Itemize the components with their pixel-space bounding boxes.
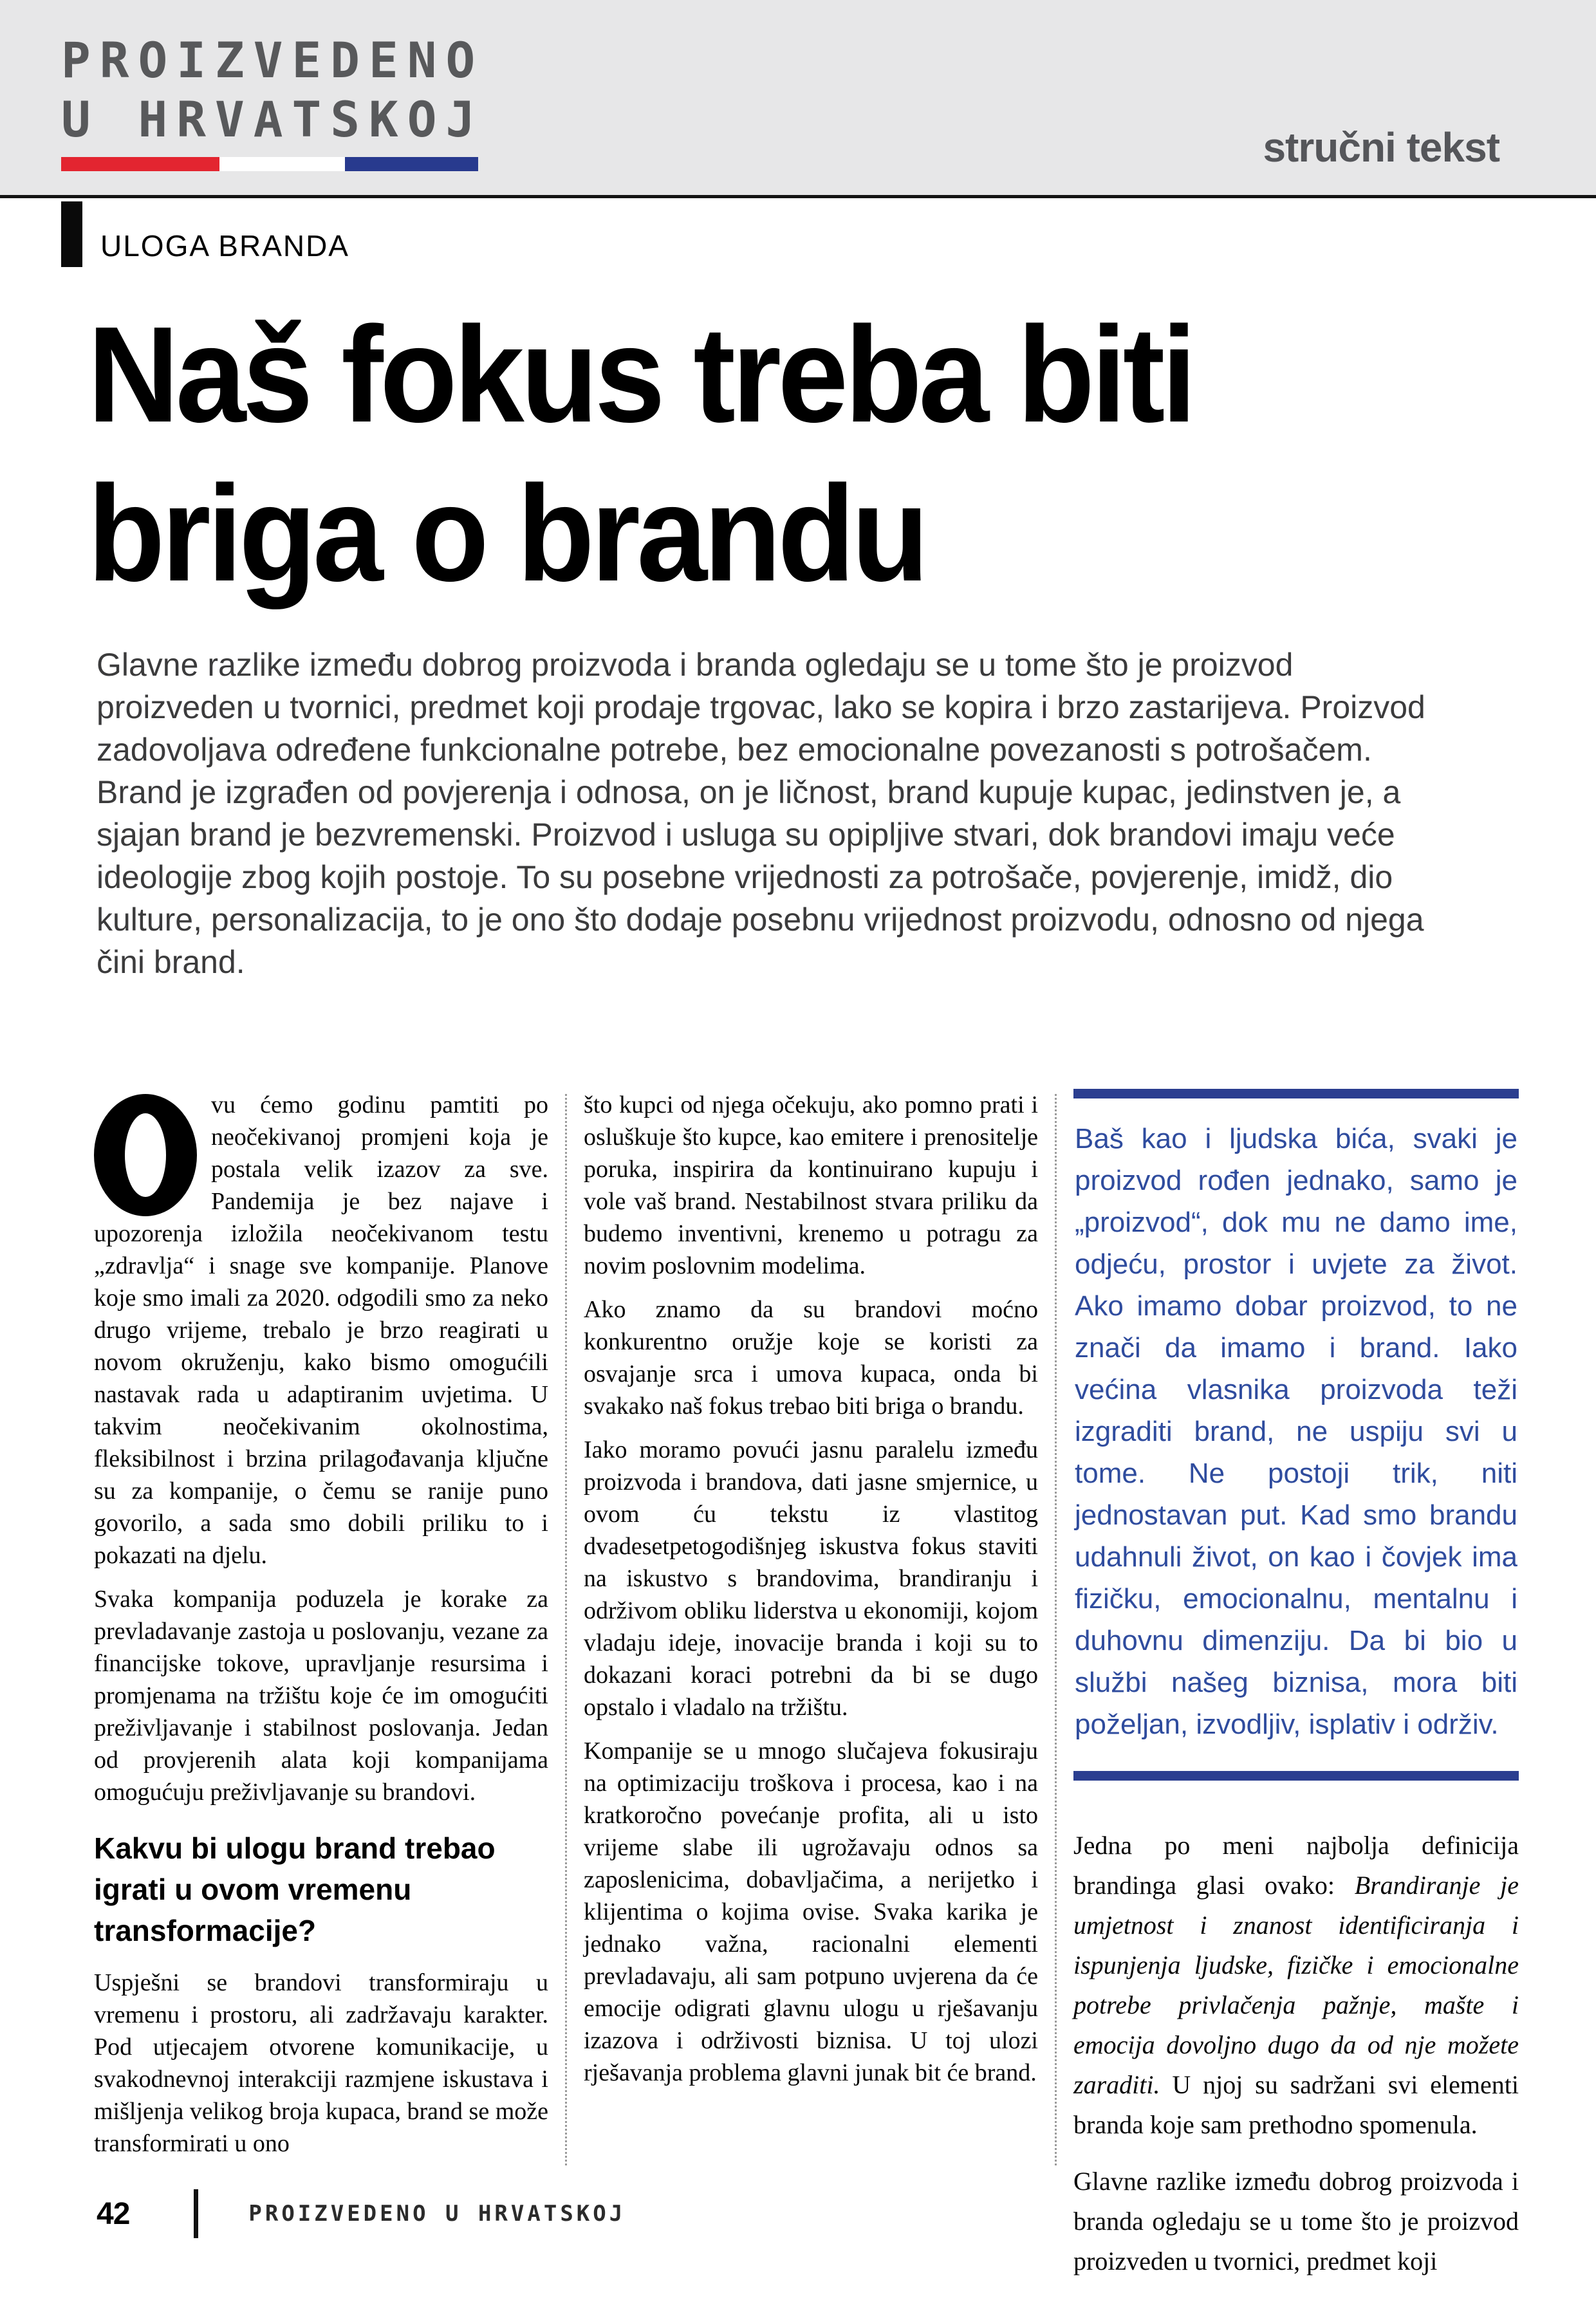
section-kicker — [61, 201, 349, 267]
flag-red-segment — [61, 157, 219, 171]
flag-blue-segment — [345, 157, 478, 171]
page-number: 42 — [97, 2196, 130, 2231]
category-label: stručni tekst — [1263, 124, 1499, 171]
column-separator-2 — [1055, 1094, 1057, 2165]
sub-heading: Kakvu bi ulogu brand trebao igrati u ovom vremenu transformacije? — [94, 1831, 496, 1947]
footer-divider-bar — [194, 2189, 198, 2238]
drop-cap-letter — [94, 1094, 95, 1095]
headline-line-2: briga o brandu — [88, 457, 925, 609]
page-footer — [97, 2189, 626, 2238]
drop-cap-hole — [125, 1113, 166, 1197]
column-2 — [584, 1089, 1038, 2298]
croatian-flag-bar — [61, 157, 478, 171]
drop-cap-o — [94, 1094, 197, 1216]
article-headline — [88, 295, 1193, 613]
pull-quote-text: Baš kao i ljudska bića, svaki je proizvod rođen jednako, samo je „proizvod“, dok mu ne damo ime, odjeću, prostor i uvjete za život. Ako imamo dobar proizvod, to ne znači da imamo i brand. Iako većina vlasnika proizvoda teži izgraditi brand, ne uspiju svi u tome. Ne postoji trik, niti jednostavan put. Kad smo brandu udahnuli život, on kao i čovjek ima fizičku, emocionalnu, mentalnu i duhovnu dimenziju. Da bi bio u službi našeg biznisa, mora biti poželjan, izvodljiv, isplativ i održiv. — [1075, 1123, 1517, 1740]
definition-paragraph — [1073, 1826, 1519, 2145]
headline-line-1: Naš fokus treba biti — [88, 298, 1194, 450]
column-3-text — [1073, 1826, 1519, 2281]
paragraph: Svaka kompanija poduzela je korake za prevladavanje zastoja u poslovanju, vezane za financijske tokove, upravljanje resursima i promjenama na tržištu koje će im omogućiti preživljavanje i stabilnost poslovanja. Jedan od provjerenih alata koji kompanijama omogućuju preživljavanje su brandovi. — [94, 1586, 548, 1806]
column-3 — [1073, 1089, 1519, 2298]
column-separator-1 — [565, 1094, 567, 2165]
article-body — [94, 1089, 1519, 2298]
paragraph: Glavne razlike između dobrog proizvoda i branda ogledaju se u tome što je proizvod proizveden u tvornici, predmet koji — [1073, 2167, 1519, 2275]
paragraph: Iako moramo povući jasnu paralelu između proizvoda i brandova, dati jasne smjernice, u ovom ću tekstu iz vlastitog dvadesetpetogodišnjeg iskustva fokus staviti na iskustvo s brandovima, brandiranju i održivom obliku liderstva u ekonomiji, kojom vladaju ideje, inovacije branda i koji su to dokazani koraci potrebni da bi se dugo opstalo i vladalo na tržištu. — [584, 1436, 1038, 1721]
logo-line-1: PROIZVEDENO — [61, 32, 485, 89]
lead-paragraph: Glavne razlike između dobrog proizvoda i branda ogledaju se u tome što je proizvod proizveden u tvornici, predmet koji prodaje trgovac, lako se kopira i brzo zastarijeva. Proizvod zadovoljava određene funkcionalne potrebe, bez emocionalne povezanosti s potrošačem. Brand je izgrađen od povjerenja i odnosa, on je ličnost, brand kupuje kupac, jedinstven je, a sjajan brand je bezvremenski. Proizvod i usluga su opipljive stvari, dok brandovi imaju veće ideologije zbog kojih postoje. To su posebne vrijednosti za potrošače, povjerenje, imidž, dio kulture, personalizacija, to je ono što dodaje posebnu vrijednost proizvodu, odnosno od njega čini brand. — [97, 647, 1425, 980]
logo-line-2: U HRVATSKOJ — [61, 91, 485, 148]
paragraph: što kupci od njega očekuju, ako pomno prati i osluškuje što kupce, kao emitere i prenositelje poruka, inspirira da kontinuirano kupuju i vole vaš brand. Nestabilnost stvara priliku da budemo inventivni, krenemo u potragu za novim poslovnim modelima. — [584, 1091, 1038, 1279]
definition-suffix: U njoj su sadržani svi elementi branda koje sam prethodno spomenula. — [1073, 2070, 1519, 2139]
pull-quote-top-bar — [1073, 1089, 1519, 1098]
footer-magazine-name: PROIZVEDENO U HRVATSKOJ — [248, 2201, 626, 2227]
definition-quote-italic: Brandiranje je umjetnost i znanost identificiranja i ispunjenja ljudske, fizičke i emocionalne potrebe privlačenja pažnje, mašte i emocija dovoljno dugo da od nje možete zaraditi. — [1073, 1871, 1519, 2099]
paragraph: Ako znamo da su brandovi moćno konkurentno oružje koje se koristi za osvajanje srca i umova kupaca, onda bi svakako naš fokus trebao biti briga o brandu. — [584, 1296, 1038, 1420]
magazine-logo — [61, 31, 484, 171]
paragraph-text: vu ćemo godinu pamtiti po neočekivanoj promjeni koja je postala velik izazov za sve. Pandemija je bez najave i upozorenja izložila neočekivanom testu „zdravlja“ i snage sve kompanije. Planove koje smo imali za 2020. odgodili smo za neko drugo vrijeme, trebalo je brzo reagirati u novom okruženju, kako bismo omogućili nastavak rada u adaptiranim uvjetima. U takvim neočekivanim okolnostima, fleksibilnost i brzina prilagođavanja ključne su za kompanije, o čemu se ranije puno govorilo, a sada smo dobili priliku to i pokazati na djelu. — [94, 1091, 548, 1569]
column-1 — [94, 1089, 548, 2298]
definition-prefix: Jedna po meni najbolja definicija brandinga glasi ovako: — [1073, 1831, 1519, 1900]
kicker-bar — [61, 201, 82, 267]
paragraph-dropcap — [94, 1089, 548, 1571]
kicker-label: ULOGA BRANDA — [100, 229, 349, 263]
header-band — [0, 0, 1596, 198]
pull-quote-bottom-bar — [1073, 1771, 1519, 1781]
flag-white-segment — [219, 157, 344, 171]
paragraph: Kompanije se u mnogo slučajeva fokusiraju na optimizaciju troškova i procesa, kao i na kratkoročno povećanje profita, ali u isto vrijeme slabe ili ugrožavaju odnos sa zaposlenicima, dobavljačima, a nerijetko i klijentima o kojima ovise. Svaka karika je jednako važna, racionalni elementi prevladavaju, ali sam potpuno uvjerena da će emocije odigrati glavnu ulogu u rješavanju izazova i održivosti biznisa. U toj ulozi rješavanja problema glavni junak bit će brand. — [584, 1737, 1038, 2086]
paragraph: Uspješni se brandovi transformiraju u vremenu i prostoru, ali zadržavaju karakter. Pod utjecajem otvorene komunikacije, u svakodnevnoj interakciji razmjene iskustava i mišljenja velikog broja kupaca, brand se može transformirati u ono — [94, 1969, 548, 2157]
